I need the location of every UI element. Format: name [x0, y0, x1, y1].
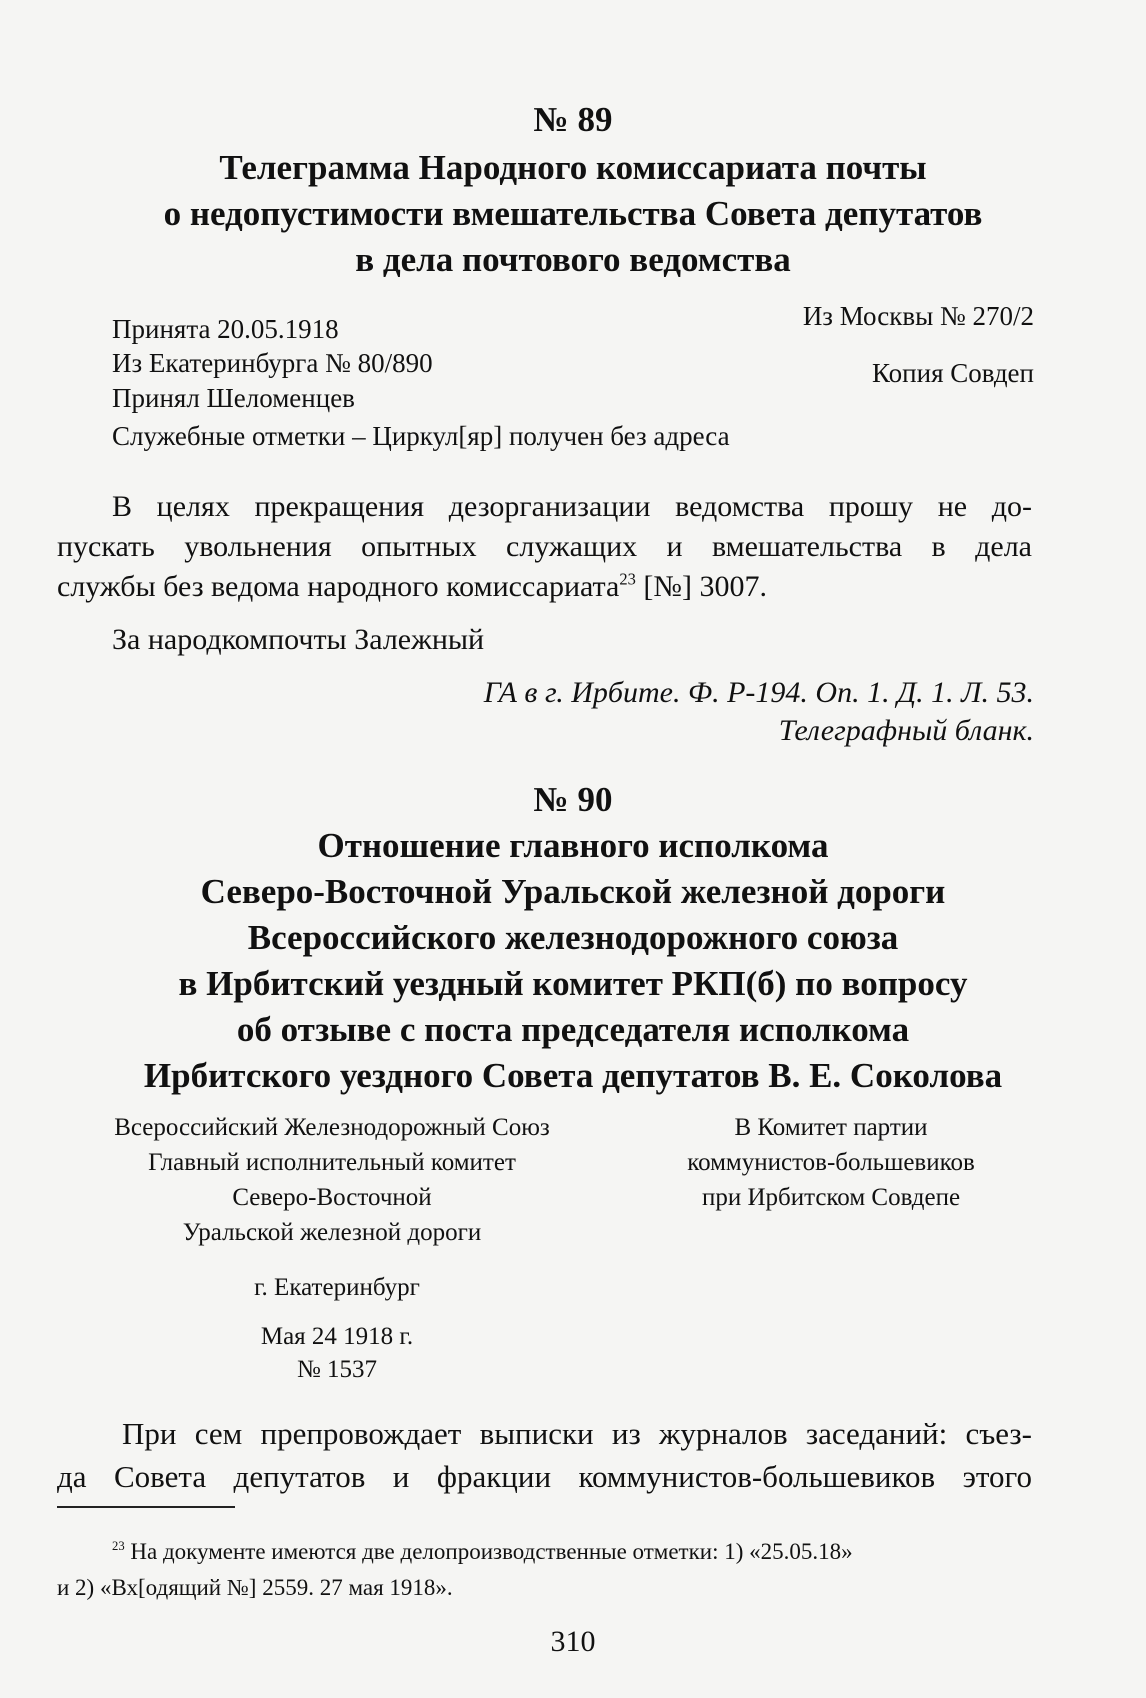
doc90-title-line-4: в Ирбитский уездный комитет РКП(б) по вопросу [178, 964, 968, 1003]
footnote-line-2: и 2) «Вх[одящий №] 2559. 27 мая 1918». [57, 1575, 453, 1600]
doc89-signature: За народкомпочты Залежный [112, 623, 485, 656]
doc89-form-type: Телеграфный бланк. [778, 714, 1034, 747]
doc90-title-line-6: Ирбитского уездного Совета депутатов В. Е. Соколова [143, 1056, 1003, 1095]
doc89-title-line-3: в дела почтового ведомства [355, 240, 791, 279]
doc90-recipient-line-2: коммунистов-большевиков [687, 1149, 975, 1176]
page-number: 310 [550, 1625, 596, 1658]
doc89-copy: Копия Совдеп [872, 358, 1034, 388]
doc89-title-line-2: о недопустимости вмешательства Совета депутатов [163, 194, 983, 233]
doc90-sender-line-4: Уральской железной дороги [182, 1219, 482, 1246]
doc89-body-line-3-text: службы без ведома народного комиссариата [57, 570, 620, 603]
doc89-archive-ref: ГА в г. Ирбите. Ф. Р-194. Оп. 1. Д. 1. Л. 53. [483, 676, 1034, 709]
doc90-title-line-5: об отзыве с поста председателя исполкома [236, 1010, 910, 1049]
footnote-text-1: На документе имеются две делопроизводственные отметки: 1) «25.05.18» [124, 1539, 853, 1564]
footnote-marker: 23 [112, 1539, 125, 1554]
doc90-sender-line-3: Северо-Восточной [232, 1184, 432, 1211]
footnote-ref-23: 23 [619, 569, 636, 589]
doc89-service-marks: Служебные отметки – Циркул[яр] получен без адреса [112, 421, 730, 451]
doc90-sender-line-1: Всероссийский Железнодорожный Союз [114, 1114, 550, 1141]
doc90-para-line-1: При сем препровождает выписки из журналов заседаний: съез- [122, 1416, 1032, 1451]
doc89-body-line-3 [57, 567, 767, 607]
doc90-sender-line-2: Главный исполнительный комитет [148, 1149, 516, 1176]
doc90-number: № 90 [533, 780, 613, 819]
doc89-from: Из Екатеринбурга № 80/890 [112, 348, 433, 378]
doc89-body-line-3-tail: [№] 3007. [635, 570, 767, 603]
doc89-body-line-1: В целях прекращения дезорганизации ведомства прошу не до- [112, 490, 1032, 523]
doc89-body-line-2: пускать увольнения опытных служащих и вмешательства в дела [57, 530, 1032, 563]
doc90-reg-number: № 1537 [296, 1356, 378, 1383]
footnote-line-1 [112, 1534, 853, 1570]
doc89-receiver: Принял Шеломенцев [112, 383, 355, 413]
doc90-title-line-3: Всероссийского железнодорожного союза [247, 918, 899, 957]
doc90-date: Мая 24 1918 г. [260, 1323, 414, 1350]
doc90-title-line-2: Северо-Восточной Уральской железной дороги [200, 872, 946, 911]
doc90-city: г. Екатеринбург [254, 1274, 420, 1301]
doc90-recipient-line-3: при Ирбитском Совдепе [701, 1184, 961, 1211]
doc89-received: Принята 20.05.1918 [112, 314, 339, 344]
doc89-number: № 89 [533, 100, 613, 139]
footnote-divider [57, 1506, 235, 1508]
doc89-origin: Из Москвы № 270/2 [802, 301, 1034, 331]
doc90-title-line-1: Отношение главного исполкома [317, 826, 829, 865]
doc89-title-line-1: Телеграмма Народного комиссариата почты [219, 148, 927, 187]
doc90-para-line-2: да Совета депутатов и фракции коммунистов-большевиков этого [57, 1459, 1032, 1494]
doc90-recipient-line-1: В Комитет партии [734, 1114, 928, 1141]
